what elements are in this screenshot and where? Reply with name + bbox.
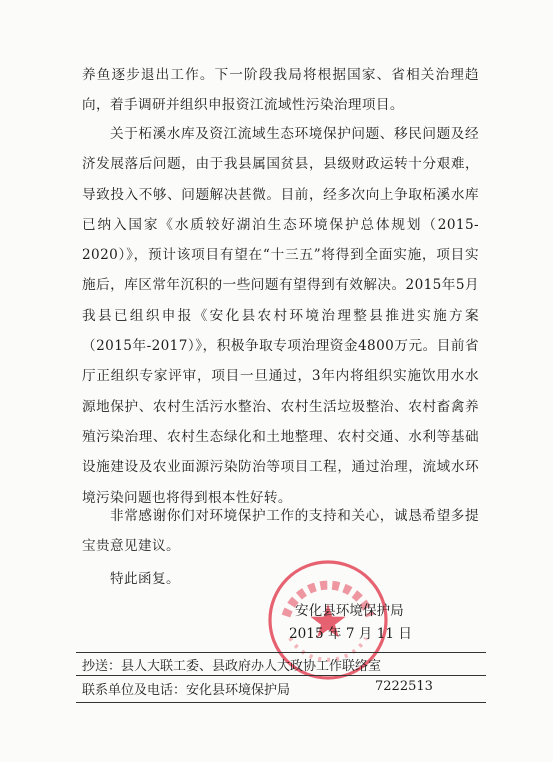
signature-org: 安化县环境保护局 [295,603,404,619]
paragraph-4: 特此函复。 [110,571,180,587]
paragraph-1: 养鱼逐步退出工作。下一阶段我局将根据国家、省相关治理趋向，着手调研并组织申报资江流域性污染治理项目。 [82,67,479,114]
paragraph-3: 非常感谢你们对环境保护工作的支持和关心，诚恳希望多提宝贵意见建议。 [82,508,479,555]
divider-line [76,702,486,703]
divider-line [76,675,486,676]
contact-label: 联系单位及电话：安化县环境保护局 [82,683,291,698]
contact-line [82,679,482,698]
divider-line [76,652,486,653]
signature-date: 2015 年 7 月 11 日 [289,626,412,642]
cc-line: 抄送：县人大联工委、县政府办人大政协工作联络室 [82,659,382,674]
paragraph-2: 关于柘溪水库及资江流域生态环境保护问题、移民问题及经济发展落后问题，由于我县属国贫县，县级财政运转十分艰难，导致投入不够、问题解决甚微。目前，经多次向上争取柘溪水库已纳入国家《水质较好湖泊生态环境保护总体规划（2015-2020）》，预计该项目有望在“十三五”将得到全面实施，项目实施后，库区常年沉积的一些问题有望得到有效解决。2015年5月我县已组织申报《安化县农村环境治理整县推进实施方案（2015年-2017）》，积极争取专项治理资金4800万元。目前省厅正组织专家评审，项目一旦通过，3年内将组织实施饮用水水源地保护、农村生活污水整治、农村生活垃圾整治、农村畜禽养殖污染治理、农村生态绿化和土地整理、农村交通、水利等基础设施建设及农业面源污染防治等项目工程，通过治理，流域水环境污染问题也将得到根本性好转。 [82,126,479,506]
contact-phone: 7222513 [375,679,433,694]
